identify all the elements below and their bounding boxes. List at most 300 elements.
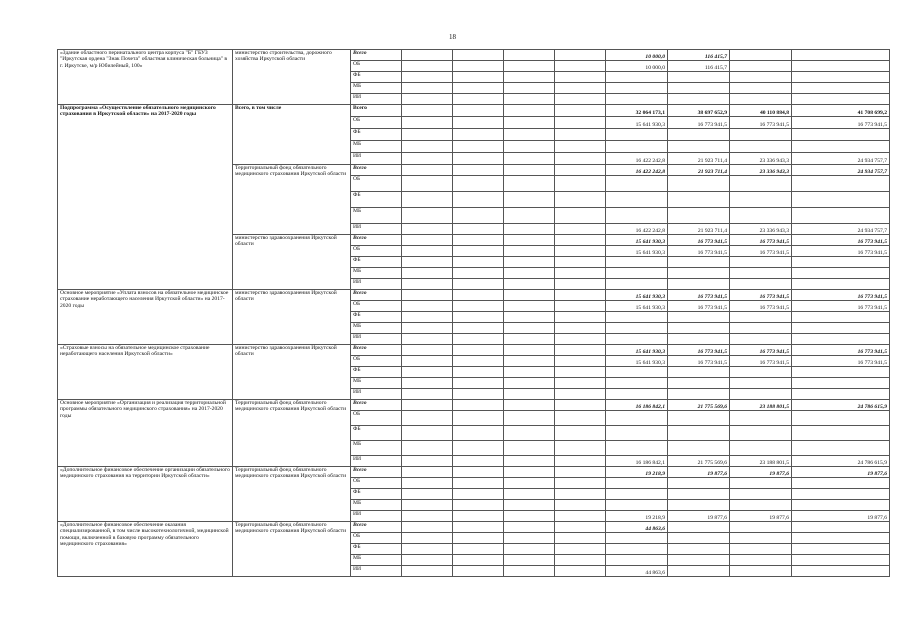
amount-cell (504, 141, 555, 153)
amount-cell (504, 456, 555, 467)
event-name-cell: «Дополнительное финансовое обеспечение оказания специализированной, в том числе высокотехнологичной, медицинской помощи, включенной в базовую программу обязательного медицинского страхования» (58, 522, 233, 577)
amount-cell (555, 456, 606, 467)
amount-cell: 24 934 757,7 (792, 153, 890, 165)
amount-cell (606, 555, 668, 566)
executor-cell: министерство здравоохранения Иркутской области (233, 235, 351, 290)
amount-cell (402, 566, 453, 577)
budget-table (57, 49, 890, 577)
amount-cell (555, 334, 606, 345)
amount-cell: 16 773 941,5 (668, 290, 730, 301)
funding-source-cell: Всего (351, 50, 402, 61)
amount-cell (504, 257, 555, 268)
amount-cell (453, 290, 504, 301)
amount-cell (606, 312, 668, 323)
funding-source-cell: ФБ (351, 129, 402, 141)
amount-cell (792, 323, 890, 334)
amount-cell (668, 389, 730, 400)
amount-cell (555, 323, 606, 334)
amount-cell (792, 268, 890, 279)
amount-cell: 24 934 757,7 (792, 224, 890, 235)
amount-cell (453, 389, 504, 400)
amount-cell: 44 863,6 (606, 566, 668, 577)
amount-cell (402, 389, 453, 400)
amount-cell (402, 478, 453, 489)
amount-cell (504, 400, 555, 411)
amount-cell (730, 367, 792, 378)
amount-cell (792, 500, 890, 511)
amount-cell (453, 378, 504, 389)
table-row (58, 50, 890, 61)
amount-cell (504, 224, 555, 235)
amount-cell: 16 773 941,5 (730, 117, 792, 129)
amount-cell (402, 165, 453, 176)
amount-cell (668, 533, 730, 544)
amount-cell (504, 566, 555, 577)
amount-cell (402, 105, 453, 117)
amount-cell (402, 141, 453, 153)
amount-cell: 16 773 941,5 (792, 235, 890, 246)
amount-cell (453, 522, 504, 533)
amount-cell (402, 467, 453, 478)
amount-cell (555, 224, 606, 235)
amount-cell (730, 334, 792, 345)
amount-cell (453, 411, 504, 426)
amount-cell (402, 246, 453, 257)
amount-cell (668, 426, 730, 441)
amount-cell (555, 522, 606, 533)
amount-cell: 41 708 699,2 (792, 105, 890, 117)
amount-cell (402, 334, 453, 345)
amount-cell (792, 192, 890, 208)
amount-cell (504, 105, 555, 117)
funding-source-cell: МБ (351, 268, 402, 279)
amount-cell (606, 72, 668, 83)
amount-cell: 15 641 930,3 (606, 356, 668, 367)
amount-cell (453, 441, 504, 456)
funding-source-cell: Всего (351, 165, 402, 176)
amount-cell (402, 426, 453, 441)
amount-cell: 21 775 569,6 (668, 400, 730, 411)
executor-cell: Территориальный фонд обязательного медицинского страхования Иркутской области (233, 165, 351, 235)
funding-source-cell: ИИ (351, 456, 402, 467)
amount-cell (453, 533, 504, 544)
amount-cell (402, 544, 453, 555)
funding-source-cell: ИИ (351, 224, 402, 235)
amount-cell (402, 441, 453, 456)
amount-cell (555, 165, 606, 176)
amount-cell (555, 389, 606, 400)
amount-cell (453, 50, 504, 61)
funding-source-cell: ИИ (351, 511, 402, 522)
amount-cell (606, 257, 668, 268)
amount-cell (402, 83, 453, 94)
table-row (58, 290, 890, 301)
executor-cell: Территориальный фонд обязательного медицинского страхования Иркутской области (233, 400, 351, 467)
amount-cell (453, 467, 504, 478)
funding-source-cell: ФБ (351, 489, 402, 500)
amount-cell: 23 336 943,3 (730, 165, 792, 176)
amount-cell (555, 176, 606, 192)
amount-cell (555, 94, 606, 105)
amount-cell (504, 83, 555, 94)
table-row (58, 522, 890, 533)
amount-cell (453, 129, 504, 141)
amount-cell (453, 153, 504, 165)
amount-cell: 23 336 943,3 (730, 153, 792, 165)
table-row (58, 400, 890, 411)
amount-cell (453, 176, 504, 192)
amount-cell (792, 279, 890, 290)
funding-source-cell: ОБ (351, 301, 402, 312)
amount-cell (555, 566, 606, 577)
amount-cell (730, 312, 792, 323)
amount-cell (453, 192, 504, 208)
amount-cell (453, 257, 504, 268)
funding-source-cell: ОБ (351, 411, 402, 426)
amount-cell: 24 786 615,9 (792, 400, 890, 411)
amount-cell: 21 923 711,4 (668, 153, 730, 165)
executor-cell: министерство здравоохранения Иркутской области (233, 290, 351, 345)
amount-cell (453, 83, 504, 94)
amount-cell (453, 105, 504, 117)
amount-cell (504, 235, 555, 246)
amount-cell (792, 441, 890, 456)
funding-source-cell: ФБ (351, 312, 402, 323)
amount-cell (402, 555, 453, 566)
amount-cell (792, 94, 890, 105)
amount-cell (668, 323, 730, 334)
amount-cell (555, 235, 606, 246)
amount-cell: 19 877,6 (668, 467, 730, 478)
amount-cell (730, 176, 792, 192)
amount-cell (792, 208, 890, 224)
amount-cell (402, 50, 453, 61)
amount-cell (453, 117, 504, 129)
amount-cell (402, 224, 453, 235)
amount-cell (668, 441, 730, 456)
amount-cell (402, 257, 453, 268)
amount-cell (402, 235, 453, 246)
amount-cell (453, 224, 504, 235)
amount-cell (668, 141, 730, 153)
amount-cell: 19 218,9 (606, 467, 668, 478)
amount-cell (730, 72, 792, 83)
amount-cell (402, 489, 453, 500)
funding-source-cell: ОБ (351, 533, 402, 544)
amount-cell (668, 268, 730, 279)
amount-cell: 116 415,7 (668, 50, 730, 61)
funding-source-cell: ФБ (351, 544, 402, 555)
amount-cell (792, 478, 890, 489)
amount-cell: 16 773 941,5 (668, 235, 730, 246)
amount-cell: 21 923 711,4 (668, 165, 730, 176)
executor-cell: Территориальный фонд обязательного медицинского страхования Иркутской области (233, 467, 351, 522)
amount-cell (792, 50, 890, 61)
funding-source-cell: Всего (351, 400, 402, 411)
funding-source-cell: ФБ (351, 426, 402, 441)
amount-cell: 23 188 801,5 (730, 456, 792, 467)
amount-cell (504, 411, 555, 426)
amount-cell (730, 192, 792, 208)
amount-cell (730, 257, 792, 268)
amount-cell (453, 72, 504, 83)
amount-cell (730, 533, 792, 544)
amount-cell (555, 105, 606, 117)
amount-cell (555, 467, 606, 478)
amount-cell: 16 186 842,1 (606, 400, 668, 411)
amount-cell: 10 000,0 (606, 61, 668, 72)
amount-cell: 16 186 842,1 (606, 456, 668, 467)
amount-cell (792, 334, 890, 345)
amount-cell (555, 555, 606, 566)
amount-cell (606, 323, 668, 334)
amount-cell (668, 83, 730, 94)
amount-cell (555, 301, 606, 312)
amount-cell (730, 129, 792, 141)
amount-cell (792, 544, 890, 555)
amount-cell (730, 500, 792, 511)
amount-cell (402, 94, 453, 105)
amount-cell (555, 246, 606, 257)
amount-cell (792, 176, 890, 192)
amount-cell: 16 422 242,8 (606, 165, 668, 176)
amount-cell (402, 117, 453, 129)
amount-cell (606, 389, 668, 400)
amount-cell (792, 61, 890, 72)
amount-cell (504, 61, 555, 72)
amount-cell (792, 129, 890, 141)
event-name-cell: Основное мероприятие «Уплата взносов на обязательное медицинское страхование неработающего населения Иркутской области» на 2017-2020 годы (58, 290, 233, 345)
amount-cell (453, 555, 504, 566)
amount-cell (606, 544, 668, 555)
amount-cell (504, 367, 555, 378)
amount-cell (402, 511, 453, 522)
amount-cell (504, 478, 555, 489)
funding-source-cell: МБ (351, 555, 402, 566)
amount-cell (668, 378, 730, 389)
amount-cell (606, 83, 668, 94)
amount-cell (555, 153, 606, 165)
amount-cell (668, 500, 730, 511)
funding-source-cell: Всего (351, 522, 402, 533)
amount-cell (453, 301, 504, 312)
amount-cell (668, 478, 730, 489)
amount-cell: 44 863,6 (606, 522, 668, 533)
amount-cell (504, 441, 555, 456)
funding-source-cell: ОБ (351, 356, 402, 367)
amount-cell (792, 378, 890, 389)
funding-source-cell: ФБ (351, 72, 402, 83)
funding-source-cell: Всего (351, 467, 402, 478)
amount-cell (606, 94, 668, 105)
amount-cell (555, 426, 606, 441)
amount-cell: 16 773 941,5 (730, 345, 792, 356)
amount-cell (606, 279, 668, 290)
event-name-cell: «Здание областного перинатального центра корпуса "Б" ГБУЗ "Иркутская ордена "Знак Почета" областная клиническая больница" в г. Иркутске, м/р Юбилейный, 100» (58, 50, 233, 105)
amount-cell (402, 290, 453, 301)
amount-cell (504, 208, 555, 224)
amount-cell (668, 208, 730, 224)
amount-cell (730, 378, 792, 389)
amount-cell: 24 786 615,9 (792, 456, 890, 467)
amount-cell (606, 533, 668, 544)
amount-cell (504, 268, 555, 279)
funding-source-cell: ИИ (351, 94, 402, 105)
amount-cell (555, 489, 606, 500)
table-row (58, 345, 890, 356)
amount-cell: 16 773 941,5 (792, 290, 890, 301)
amount-cell (792, 389, 890, 400)
amount-cell (606, 411, 668, 426)
amount-cell (504, 489, 555, 500)
amount-cell (668, 94, 730, 105)
amount-cell (555, 356, 606, 367)
amount-cell (555, 50, 606, 61)
funding-source-cell: Всего (351, 235, 402, 246)
amount-cell (402, 176, 453, 192)
amount-cell (504, 389, 555, 400)
amount-cell: 15 641 930,3 (606, 235, 668, 246)
amount-cell (555, 117, 606, 129)
amount-cell (555, 378, 606, 389)
funding-source-cell: ИИ (351, 389, 402, 400)
amount-cell (453, 323, 504, 334)
amount-cell (668, 489, 730, 500)
amount-cell (730, 478, 792, 489)
amount-cell: 15 641 930,3 (606, 117, 668, 129)
amount-cell (402, 456, 453, 467)
amount-cell (606, 129, 668, 141)
amount-cell (606, 334, 668, 345)
amount-cell (453, 400, 504, 411)
amount-cell (555, 290, 606, 301)
amount-cell: 19 877,6 (668, 511, 730, 522)
amount-cell (402, 378, 453, 389)
event-name-cell: Основное мероприятие «Организация и реализация территориальной программы обязательного медицинского страхования» на 2017-2020 годы (58, 400, 233, 467)
amount-cell (504, 117, 555, 129)
amount-cell: 19 877,6 (730, 467, 792, 478)
amount-cell (504, 176, 555, 192)
amount-cell (504, 334, 555, 345)
amount-cell (504, 522, 555, 533)
amount-cell (453, 367, 504, 378)
amount-cell (504, 165, 555, 176)
amount-cell: 19 877,6 (792, 511, 890, 522)
amount-cell (504, 533, 555, 544)
amount-cell: 19 218,9 (606, 511, 668, 522)
amount-cell (555, 544, 606, 555)
amount-cell (453, 208, 504, 224)
funding-source-cell: МБ (351, 83, 402, 94)
amount-cell (792, 533, 890, 544)
amount-cell (402, 312, 453, 323)
amount-cell (668, 555, 730, 566)
funding-source-cell: ФБ (351, 257, 402, 268)
amount-cell (402, 533, 453, 544)
amount-cell (504, 500, 555, 511)
amount-cell (504, 246, 555, 257)
amount-cell (792, 83, 890, 94)
funding-source-cell: ИИ (351, 334, 402, 345)
funding-source-cell: ОБ (351, 61, 402, 72)
amount-cell: 32 064 173,1 (606, 105, 668, 117)
amount-cell (730, 522, 792, 533)
amount-cell (792, 489, 890, 500)
funding-source-cell: ИИ (351, 153, 402, 165)
amount-cell: 15 641 930,3 (606, 246, 668, 257)
amount-cell: 16 773 941,5 (730, 356, 792, 367)
amount-cell (453, 478, 504, 489)
event-name-cell: «Дополнительное финансовое обеспечение организации обязательного медицинского страхования на территории Иркутской области» (58, 467, 233, 522)
amount-cell (606, 192, 668, 208)
amount-cell (792, 141, 890, 153)
amount-cell: 19 877,6 (792, 467, 890, 478)
amount-cell (606, 367, 668, 378)
amount-cell: 16 773 941,5 (792, 301, 890, 312)
page-number: 18 (449, 33, 456, 41)
amount-cell (402, 279, 453, 290)
amount-cell: 40 110 884,8 (730, 105, 792, 117)
amount-cell (402, 61, 453, 72)
event-name-cell: Подпрограмма «Осуществление обязательного медицинского страхования в Иркутской области» на 2017-2020 годы (58, 105, 233, 290)
amount-cell (668, 522, 730, 533)
amount-cell (668, 411, 730, 426)
amount-cell (504, 378, 555, 389)
amount-cell: 16 773 941,5 (792, 345, 890, 356)
amount-cell (606, 426, 668, 441)
amount-cell: 16 422 242,8 (606, 224, 668, 235)
amount-cell (504, 94, 555, 105)
amount-cell (402, 208, 453, 224)
funding-source-cell: ОБ (351, 117, 402, 129)
amount-cell (730, 208, 792, 224)
amount-cell (668, 176, 730, 192)
amount-cell (606, 478, 668, 489)
amount-cell (668, 312, 730, 323)
executor-cell: министерство здравоохранения Иркутской области (233, 345, 351, 400)
amount-cell (668, 72, 730, 83)
amount-cell (402, 500, 453, 511)
funding-source-cell: ИИ (351, 566, 402, 577)
amount-cell: 23 336 943,3 (730, 224, 792, 235)
amount-cell (402, 356, 453, 367)
amount-cell (402, 129, 453, 141)
amount-cell (453, 165, 504, 176)
amount-cell: 21 923 711,4 (668, 224, 730, 235)
amount-cell (555, 441, 606, 456)
amount-cell (555, 400, 606, 411)
amount-cell (555, 279, 606, 290)
amount-cell (792, 72, 890, 83)
amount-cell (792, 426, 890, 441)
amount-cell: 15 641 930,3 (606, 345, 668, 356)
amount-cell (504, 279, 555, 290)
amount-cell (504, 290, 555, 301)
amount-cell: 10 000,0 (606, 50, 668, 61)
amount-cell (792, 367, 890, 378)
amount-cell: 16 773 941,5 (792, 356, 890, 367)
amount-cell: 16 773 941,5 (668, 246, 730, 257)
funding-source-cell: МБ (351, 378, 402, 389)
amount-cell (453, 426, 504, 441)
amount-cell (730, 268, 792, 279)
funding-source-cell: МБ (351, 441, 402, 456)
amount-cell (555, 312, 606, 323)
amount-cell: 16 773 941,5 (792, 246, 890, 257)
funding-source-cell: ОБ (351, 176, 402, 192)
amount-cell (555, 478, 606, 489)
amount-cell (730, 279, 792, 290)
